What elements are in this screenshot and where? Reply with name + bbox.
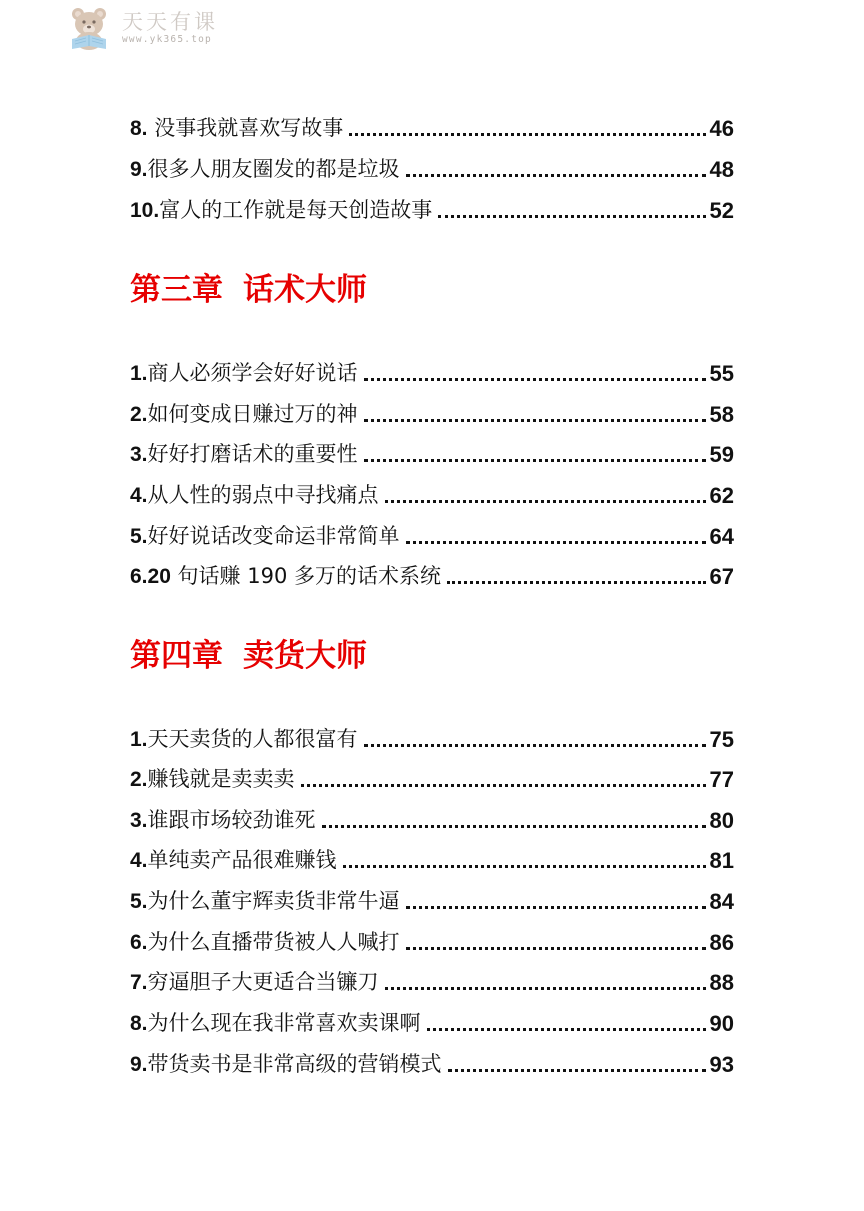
- toc-entry-number: 2.: [130, 403, 148, 426]
- toc-page-number: 46: [709, 116, 734, 141]
- toc-entry-text: 谁跟市场较劲谁死: [147, 808, 316, 832]
- toc-page-number: 48: [709, 157, 734, 182]
- toc-entry-text: 为什么现在我非常喜欢卖课啊: [147, 1011, 421, 1035]
- toc-entry[interactable]: [130, 721, 734, 753]
- toc-entry-title: [130, 1010, 421, 1037]
- toc-page-number: 93: [709, 1052, 734, 1077]
- toc-entry-number: 3.: [130, 443, 148, 466]
- toc-entry-number: 8.: [130, 1012, 148, 1035]
- toc-entry-number: 3.: [130, 809, 148, 832]
- toc-entry-number: 6.: [130, 931, 148, 954]
- toc-entry[interactable]: [130, 477, 734, 509]
- toc-entry-number: 5.: [130, 525, 148, 548]
- toc-entry-text: 天天卖货的人都很富有: [147, 727, 358, 751]
- dot-leader: [349, 133, 705, 136]
- toc-entry-text: 句话赚 190 多万的话术系统: [170, 564, 441, 588]
- toc-entry-title: [130, 115, 343, 142]
- toc-entry[interactable]: [130, 396, 734, 428]
- dot-leader: [385, 500, 706, 503]
- chapter-label: 第三章: [130, 272, 223, 308]
- toc-entry-number: 2.: [130, 768, 148, 791]
- toc-page-number: 59: [709, 442, 734, 467]
- bear-reading-icon: [64, 5, 116, 51]
- dot-leader: [301, 784, 706, 787]
- dot-leader: [406, 174, 706, 177]
- toc-entry[interactable]: [130, 802, 734, 834]
- toc-entry-title: [130, 1051, 442, 1078]
- toc-entry[interactable]: [130, 151, 734, 183]
- toc-entry-text: 穷逼胆子大更适合当镰刀: [147, 970, 379, 994]
- toc-entry-text: 好好说话改变命运非常简单: [147, 524, 400, 548]
- toc-entry[interactable]: [130, 436, 734, 468]
- logo-title: 天天有课: [122, 10, 218, 34]
- toc-page-number: 55: [709, 361, 734, 386]
- toc-entry-title: [130, 766, 295, 793]
- toc-entry-title: [130, 807, 316, 834]
- dot-leader: [406, 947, 706, 950]
- toc-entry-number: 5.: [130, 890, 148, 913]
- toc-entry-number: 4.: [130, 484, 148, 507]
- chapter-heading-4: [130, 636, 367, 676]
- toc-entry-title: [130, 847, 337, 874]
- toc-entry[interactable]: [130, 964, 734, 996]
- toc-entry-number: 8.: [130, 117, 148, 140]
- dot-leader: [364, 378, 706, 381]
- chapter-label: 第四章: [130, 638, 223, 674]
- toc-entry-text: 没事我就喜欢写故事: [147, 116, 344, 140]
- toc-page-number: 75: [709, 727, 734, 752]
- toc-entry[interactable]: [130, 110, 734, 142]
- toc-page-number: 58: [709, 402, 734, 427]
- toc-entry[interactable]: [130, 558, 734, 590]
- toc-entry-number: 1.: [130, 362, 148, 385]
- toc-entry-number: 4.: [130, 849, 148, 872]
- toc-entry-text: 为什么直播带货被人人喊打: [147, 930, 400, 954]
- toc-entry-text: 为什么董宇辉卖货非常牛逼: [147, 889, 400, 913]
- dot-leader: [447, 581, 706, 584]
- toc-entry-title: [130, 156, 400, 183]
- chapter-heading-3: [130, 270, 367, 310]
- toc-entry-title: [130, 401, 358, 428]
- dot-leader: [364, 419, 706, 422]
- toc-entry[interactable]: [130, 1005, 734, 1037]
- toc-entry-text: 带货卖书是非常高级的营销模式: [147, 1052, 442, 1076]
- dot-leader: [364, 744, 706, 747]
- dot-leader: [406, 541, 706, 544]
- dot-leader: [448, 1069, 706, 1072]
- toc-entry-title: [130, 441, 358, 468]
- site-logo: [64, 4, 218, 52]
- toc-entry[interactable]: [130, 518, 734, 550]
- toc-page-number: 81: [709, 848, 734, 873]
- toc-entry-title: [130, 929, 400, 956]
- toc-entry-number: 10.: [130, 199, 160, 222]
- toc-page-number: 64: [709, 524, 734, 549]
- dot-leader: [438, 215, 705, 218]
- toc-entry-text: 很多人朋友圈发的都是垃圾: [147, 157, 400, 181]
- toc-entry-title: [130, 523, 400, 550]
- toc-entry-text: 富人的工作就是每天创造故事: [159, 198, 433, 222]
- toc-entry[interactable]: [130, 842, 734, 874]
- toc-entry-text: 好好打磨话术的重要性: [147, 442, 358, 466]
- toc-entry-number: 6.20: [130, 565, 171, 588]
- toc-page-number: 77: [709, 767, 734, 792]
- toc-page-number: 88: [709, 970, 734, 995]
- toc-page-number: 90: [709, 1011, 734, 1036]
- toc-page-number: 84: [709, 889, 734, 914]
- toc-entry-text: 从人性的弱点中寻找痛点: [147, 483, 379, 507]
- toc-entry-text: 商人必须学会好好说话: [147, 361, 358, 385]
- toc-page-number: 86: [709, 930, 734, 955]
- toc-entry-title: [130, 563, 441, 590]
- dot-leader: [385, 987, 706, 990]
- toc-entry[interactable]: [130, 924, 734, 956]
- toc-entry[interactable]: [130, 355, 734, 387]
- toc-entry-title: [130, 197, 432, 224]
- toc-entry-title: [130, 360, 358, 387]
- toc-entry-text: 如何变成日赚过万的神: [147, 402, 358, 426]
- toc-entry-number: 1.: [130, 728, 148, 751]
- dot-leader: [406, 906, 706, 909]
- toc-entry[interactable]: [130, 761, 734, 793]
- chapter-title: 卖货大师: [243, 638, 367, 674]
- toc-page-number: 62: [709, 483, 734, 508]
- toc-entry-number: 9.: [130, 158, 148, 181]
- toc-page-number: 52: [709, 198, 734, 223]
- toc-entry-number: 9.: [130, 1053, 148, 1076]
- toc-entry[interactable]: [130, 1046, 734, 1078]
- toc-entry[interactable]: [130, 192, 734, 224]
- toc-page-number: 80: [709, 808, 734, 833]
- toc-entry-text: 赚钱就是卖卖卖: [147, 767, 295, 791]
- toc-entry-title: [130, 969, 379, 996]
- toc-entry[interactable]: [130, 883, 734, 915]
- toc-entry-text: 单纯卖产品很难赚钱: [147, 848, 337, 872]
- dot-leader: [322, 825, 706, 828]
- chapter-title: 话术大师: [243, 272, 367, 308]
- toc-entry-number: 7.: [130, 971, 148, 994]
- toc-entry-title: [130, 726, 358, 753]
- dot-leader: [364, 459, 706, 462]
- toc-entry-title: [130, 482, 379, 509]
- toc-page-number: 67: [709, 564, 734, 589]
- logo-url: www.yk365.top: [122, 34, 212, 45]
- dot-leader: [427, 1028, 706, 1031]
- toc-entry-title: [130, 888, 400, 915]
- dot-leader: [343, 865, 706, 868]
